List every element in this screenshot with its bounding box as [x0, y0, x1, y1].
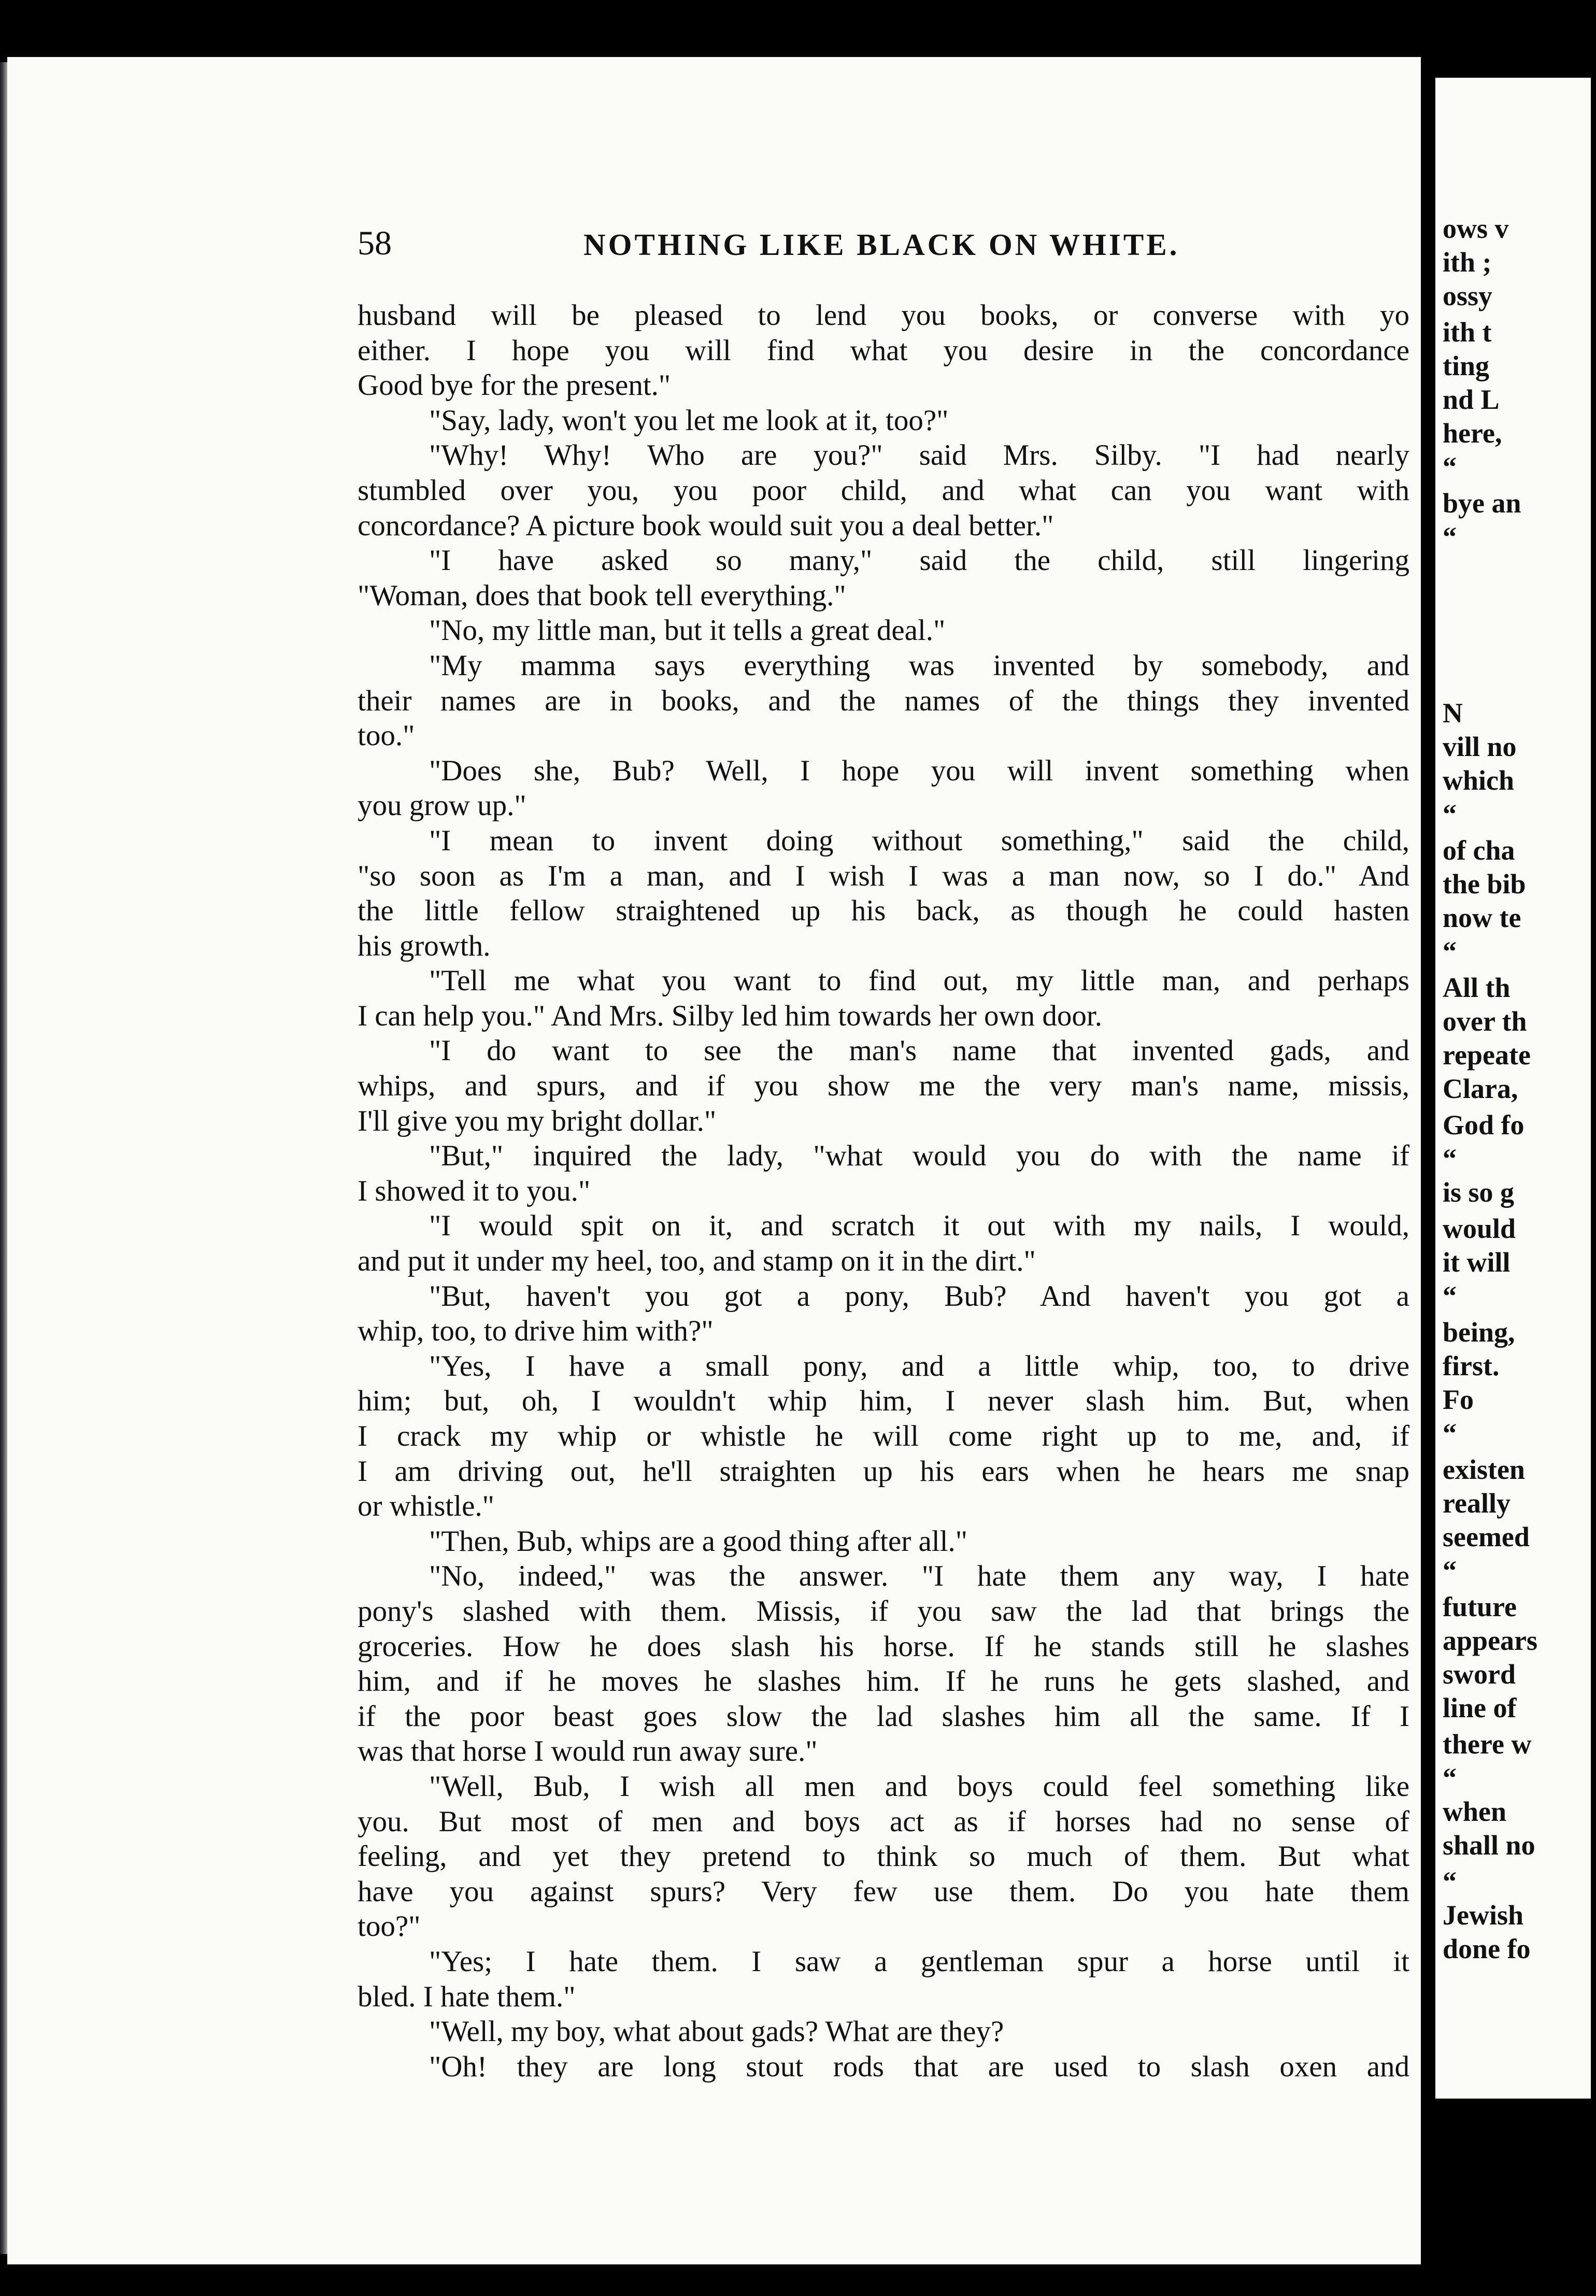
facing-page-text-fragment: line of — [1443, 1692, 1517, 1723]
text-line: I can help you." And Mrs. Silby led him towards her own door. — [358, 999, 1103, 1032]
text-line: their names are in books, and the names of the things they invented — [358, 684, 1409, 717]
text-line: "I do want to see the man's name that invented gads, and — [429, 1034, 1409, 1067]
facing-page-text-fragment: ossy — [1443, 280, 1493, 311]
text-line: too." — [358, 719, 415, 752]
facing-page-text-fragment: the bib — [1443, 868, 1526, 900]
facing-page-text-fragment: now te — [1443, 902, 1521, 933]
text-line: I showed it to you." — [358, 1174, 591, 1207]
text-line: "Woman, does that book tell everything." — [358, 579, 846, 612]
text-line: "so soon as I'm a man, and I wish I was a man now, so I do." And — [358, 859, 1409, 892]
facing-page-text-fragment: really — [1443, 1488, 1510, 1519]
facing-page-text-fragment: “ — [1443, 1555, 1457, 1586]
text-line: "I have asked so many," said the child, still lingering — [429, 544, 1409, 577]
text-line: feeling, and yet they pretend to think so much of them. But what — [358, 1840, 1409, 1873]
facing-page-text-fragment: sword — [1443, 1659, 1516, 1690]
facing-page-text-fragment: shall no — [1443, 1830, 1535, 1861]
facing-page-text-fragment: seemed — [1443, 1521, 1530, 1552]
text-line: and put it under my heel, too, and stamp on it in the dirt." — [358, 1245, 1036, 1278]
facing-page-text-fragment: “ — [1443, 451, 1457, 482]
text-line: have you against spurs? Very few use them. Do you hate them — [358, 1875, 1409, 1908]
facing-page-text-fragment: done fo — [1443, 1933, 1531, 1964]
running-title: NOTHING LIKE BLACK ON WHITE. — [583, 227, 1180, 262]
text-line: too?" — [358, 1910, 421, 1943]
facing-page-text-fragment: first. — [1443, 1350, 1500, 1381]
text-line: "Yes, I have a small pony, and a little whip, too, to drive — [429, 1349, 1409, 1382]
facing-page-text-fragment: N — [1443, 697, 1463, 729]
facing-page-text-fragment: over th — [1443, 1006, 1527, 1037]
text-line: husband will be pleased to lend you books, or converse with yo — [358, 299, 1409, 332]
facing-page-text-fragment: future — [1443, 1591, 1517, 1622]
facing-page-text-fragment: is so g — [1443, 1177, 1515, 1208]
text-line: groceries. How he does slash his horse. If he stands still he slashes — [358, 1630, 1409, 1663]
facing-page-text-fragment: Jewish — [1443, 1900, 1524, 1931]
text-line: pony's slashed with them. Missis, if you saw the lad that brings the — [358, 1594, 1409, 1628]
text-line: "I would spit on it, and scratch it out with my nails, I would, — [429, 1209, 1409, 1243]
facing-page-text-fragment: “ — [1443, 1866, 1457, 1897]
text-line: "Well, Bub, I wish all men and boys could feel something like — [429, 1770, 1409, 1803]
text-line: "Well, my boy, what about gads? What are they? — [429, 2015, 1004, 2048]
text-line: "I mean to invent doing without something," said the child, — [429, 824, 1409, 857]
facing-page-text-fragment: being, — [1443, 1317, 1515, 1348]
text-line: "My mamma says everything was invented by somebody, and — [429, 649, 1409, 682]
text-line: "Then, Bub, whips are a good thing after all." — [429, 1524, 968, 1558]
facing-page-text-fragment: “ — [1443, 798, 1457, 830]
text-line: you grow up." — [358, 789, 526, 822]
text-line: him, and if he moves he slashes him. If he runs he gets slashed, and — [358, 1665, 1409, 1698]
facing-page-text-fragment: Clara, — [1443, 1073, 1518, 1104]
text-line: "No, my little man, but it tells a great deal." — [429, 614, 946, 647]
text-line: his growth. — [358, 929, 491, 962]
text-line: bled. I hate them." — [358, 1980, 576, 2013]
text-line: "Say, lady, won't you let me look at it, too?" — [429, 404, 949, 437]
running-header — [358, 224, 1415, 270]
text-line: I'll give you my bright dollar." — [358, 1104, 717, 1137]
text-line: concordance? A picture book would suit you a deal better." — [358, 509, 1054, 542]
facing-page-text-fragment: which — [1443, 765, 1515, 796]
facing-page-text-fragment: vill no — [1443, 731, 1517, 762]
text-line: "Does she, Bub? Well, I hope you will invent something when — [429, 754, 1409, 787]
text-line: "Oh! they are long stout rods that are used to slash oxen and — [429, 2050, 1409, 2083]
text-line: "No, indeed," was the answer. "I hate them any way, I hate — [429, 1560, 1409, 1593]
text-line: "Tell me what you want to find out, my little man, and perhaps — [429, 964, 1409, 997]
facing-page-text-fragment: ows v — [1443, 213, 1509, 244]
facing-page-text-fragment: ith t — [1443, 317, 1492, 348]
text-line: either. I hope you will find what you desire in the concordance — [358, 334, 1409, 367]
facing-page-text-fragment: existen — [1443, 1454, 1525, 1485]
facing-page-text-fragment: it will — [1443, 1247, 1510, 1278]
text-line: the little fellow straightened up his back, as though he could hasten — [358, 894, 1409, 928]
facing-page-text-fragment: nd L — [1443, 384, 1500, 415]
text-line: if the poor beast goes slow the lad slashes him all the same. If I — [358, 1700, 1409, 1733]
facing-page-text-fragment: All th — [1443, 972, 1510, 1003]
text-line: whip, too, to drive him with?" — [358, 1315, 714, 1348]
facing-page-text-fragment: bye an — [1443, 488, 1521, 519]
text-line: whips, and spurs, and if you show me the very man's name, missis, — [358, 1069, 1409, 1103]
facing-page-text-fragment: “ — [1443, 1143, 1457, 1174]
facing-page-text-fragment: “ — [1443, 1418, 1457, 1449]
facing-page-text-fragment: there w — [1443, 1729, 1532, 1760]
facing-page-text-fragment: ting — [1443, 350, 1490, 381]
facing-page-text-fragment: Fo — [1443, 1384, 1474, 1415]
page-edge-shadow — [1421, 0, 1435, 2296]
facing-page-text-fragment: of cha — [1443, 835, 1515, 866]
facing-page-text-fragment: “ — [1443, 1280, 1457, 1311]
text-line: stumbled over you, you poor child, and what can you want with — [358, 474, 1409, 507]
text-line: or whistle." — [358, 1490, 494, 1523]
facing-page-text-fragment: “ — [1443, 1762, 1457, 1793]
facing-page-text-fragment: appears — [1443, 1625, 1538, 1656]
body-text — [358, 298, 1409, 2084]
facing-page-text-fragment: would — [1443, 1213, 1516, 1244]
text-line: Good bye for the present." — [358, 369, 671, 402]
facing-page-text-fragment: ith ; — [1443, 247, 1492, 278]
facing-page-text-fragment: when — [1443, 1796, 1507, 1827]
page-number: 58 — [358, 224, 392, 262]
text-line: "Yes; I hate them. I saw a gentleman spur a horse until it — [429, 1945, 1409, 1978]
text-line: I am driving out, he'll straighten up his ears when he hears me snap — [358, 1454, 1409, 1488]
facing-page-text-fragment: God fo — [1443, 1109, 1524, 1140]
facing-page-text-fragment: “ — [1443, 936, 1457, 967]
text-line: you. But most of men and boys act as if horses had no sense of — [358, 1805, 1409, 1838]
text-line: "Why! Why! Who are you?" said Mrs. Silby. "I had nearly — [429, 439, 1409, 472]
facing-page-text-fragment: here, — [1443, 418, 1502, 449]
facing-page-text-fragment: repeate — [1443, 1039, 1531, 1071]
text-line: "But, haven't you got a pony, Bub? And haven't you got a — [429, 1279, 1409, 1313]
facing-page-fragment — [1435, 78, 1591, 2099]
facing-page-text-fragment: “ — [1443, 521, 1457, 552]
text-line: him; but, oh, I wouldn't whip him, I never slash him. But, when — [358, 1385, 1409, 1418]
text-line: was that horse I would run away sure." — [358, 1735, 818, 1768]
text-line: I crack my whip or whistle he will come right up to me, and, if — [358, 1420, 1409, 1452]
text-line: "But," inquired the lady, "what would you do with the name if — [429, 1139, 1409, 1173]
